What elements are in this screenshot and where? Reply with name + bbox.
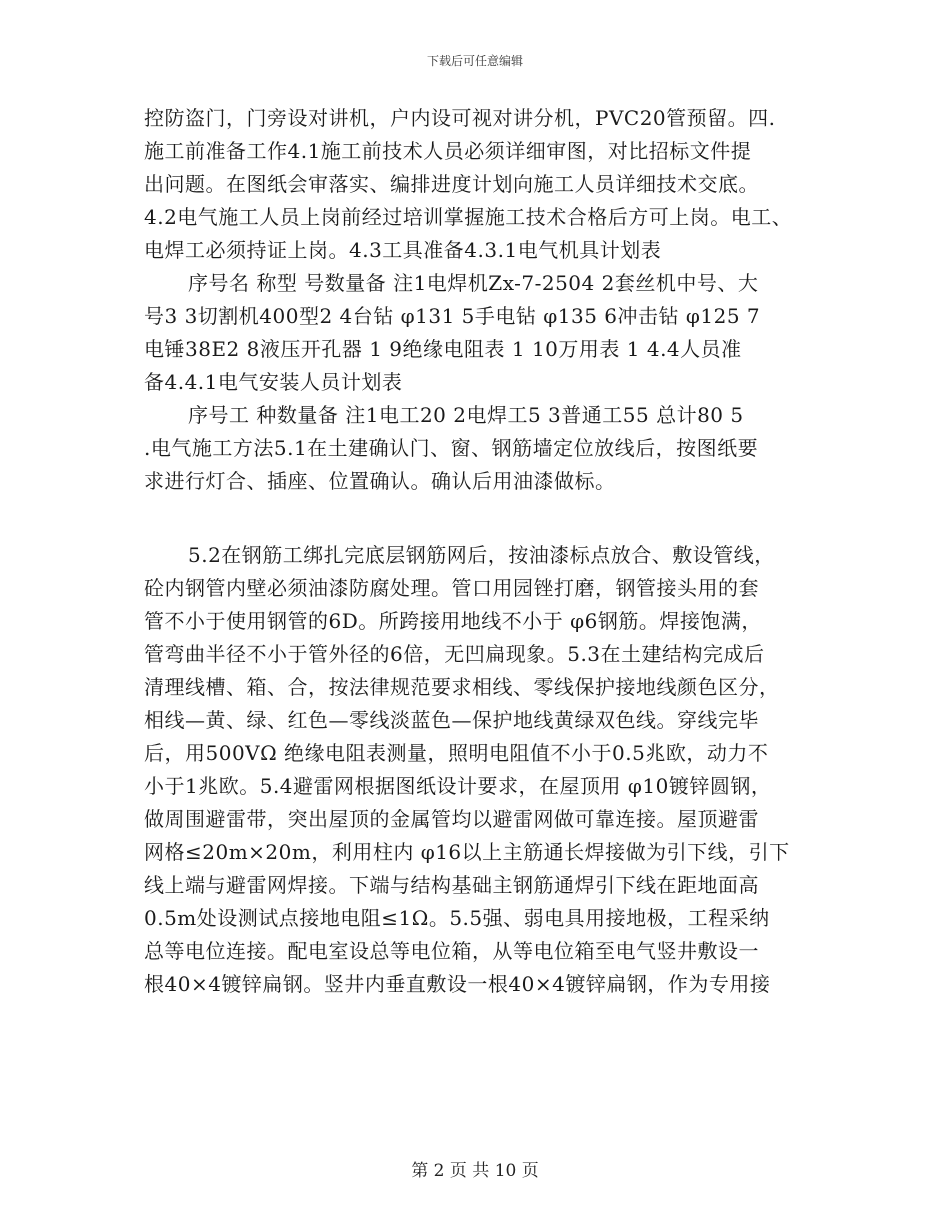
text-line: 求进行灯合、插座、位置确认。确认后用油漆做标。 — [144, 469, 616, 493]
text-line: 后，用500VΩ 绝缘电阻表测量，照明电阻值不小于0.5兆欧，动力不 — [144, 741, 769, 765]
text-line: 网格≤20m×20m，利用柱内 φ16以上主筋通长焊接做为引下线，引下 — [144, 840, 790, 864]
text-line: 管不小于使用钢管的6D。所跨接用地线不小于 φ6钢筋。焊接饱满， — [144, 609, 762, 633]
text-line: 管弯曲半径不小于管外径的6倍，无凹扁现象。5.3在土建结构完成后 — [144, 642, 765, 666]
text-line: 控防盗门，门旁设对讲机，户内设可视对讲分机，PVC20管预留。四. — [144, 106, 776, 130]
text-line: 电焊工必须持证上岗。4.3工具准备4.3.1电气机具计划表 — [144, 238, 662, 262]
text-line: 根40×4镀锌扁钢。竖井内垂直敷设一根40×4镀锌扁钢，作为专用接 — [144, 972, 771, 996]
page-header: 下载后可任意编辑 — [426, 54, 523, 68]
text-line: 线上端与避雷网焊接。下端与结构基础主钢筋通焊引下线在距地面高 — [144, 873, 759, 897]
text-line: 5.2在钢筋工绑扎完底层钢筋网后，按油漆标点放合、敷设管线， — [188, 543, 775, 567]
page-number: 第 2 页 共 10 页 — [411, 1161, 539, 1181]
text-line: 备4.4.1电气安装人员计划表 — [144, 370, 403, 394]
text-line: 做周围避雷带，突出屋顶的金属管均以避雷网做可靠连接。屋顶避雷 — [144, 807, 759, 831]
text-line: 4.2电气施工人员上岗前经过培训掌握施工技术合格后方可上岗。电工、 — [144, 205, 793, 229]
text-line: 施工前准备工作4.1施工前技术人员必须详细审图，对比招标文件提 — [144, 139, 752, 163]
text-line: 序号工 种数量备 注1电工20 2电焊工5 3普通工55 总计80 5 — [188, 403, 744, 427]
text-line: .电气施工方法5.1在土建确认门、窗、钢筋墙定位放线后，按图纸要 — [144, 436, 759, 460]
text-line: 号3 3切割机400型2 4台钻 φ131 5手电钻 φ135 6冲击钻 φ125 7 — [144, 304, 761, 328]
text-line: 砼内钢管内壁必须油漆防腐处理。管口用园锉打磨，钢管接头用的套 — [144, 576, 759, 600]
text-line: 序号名 称型 号数量备 注1电焊机Zx-7-2504 2套丝机中号、大 — [188, 271, 759, 295]
text-line: 总等电位连接。配电室设总等电位箱，从等电位箱至电气竖井敷设一 — [144, 939, 759, 963]
document-body — [144, 102, 824, 1001]
text-line: 0.5m处设测试点接地电阻≤1Ω。5.5强、弱电具用接地极，工程采纳 — [144, 906, 770, 930]
text-line: 清理线槽、箱、合，按法律规范要求相线、零线保护接地线颜色区分， — [144, 675, 780, 699]
text-line: 相线—黄、绿、红色—零线淡蓝色—保护地线黄绿双色线。穿线完毕 — [144, 708, 759, 732]
paragraph-gap — [144, 498, 824, 539]
text-line: 出问题。在图纸会审落实、编排进度计划向施工人员详细技术交底。 — [144, 172, 759, 196]
text-line: 电锤38E2 8液压开孔器 1 9绝缘电阻表 1 10万用表 1 4.4人员准 — [144, 337, 742, 361]
text-line: 小于1兆欧。5.4避雷网根据图纸设计要求，在屋顶用 φ10镀锌圆钢， — [144, 774, 772, 798]
